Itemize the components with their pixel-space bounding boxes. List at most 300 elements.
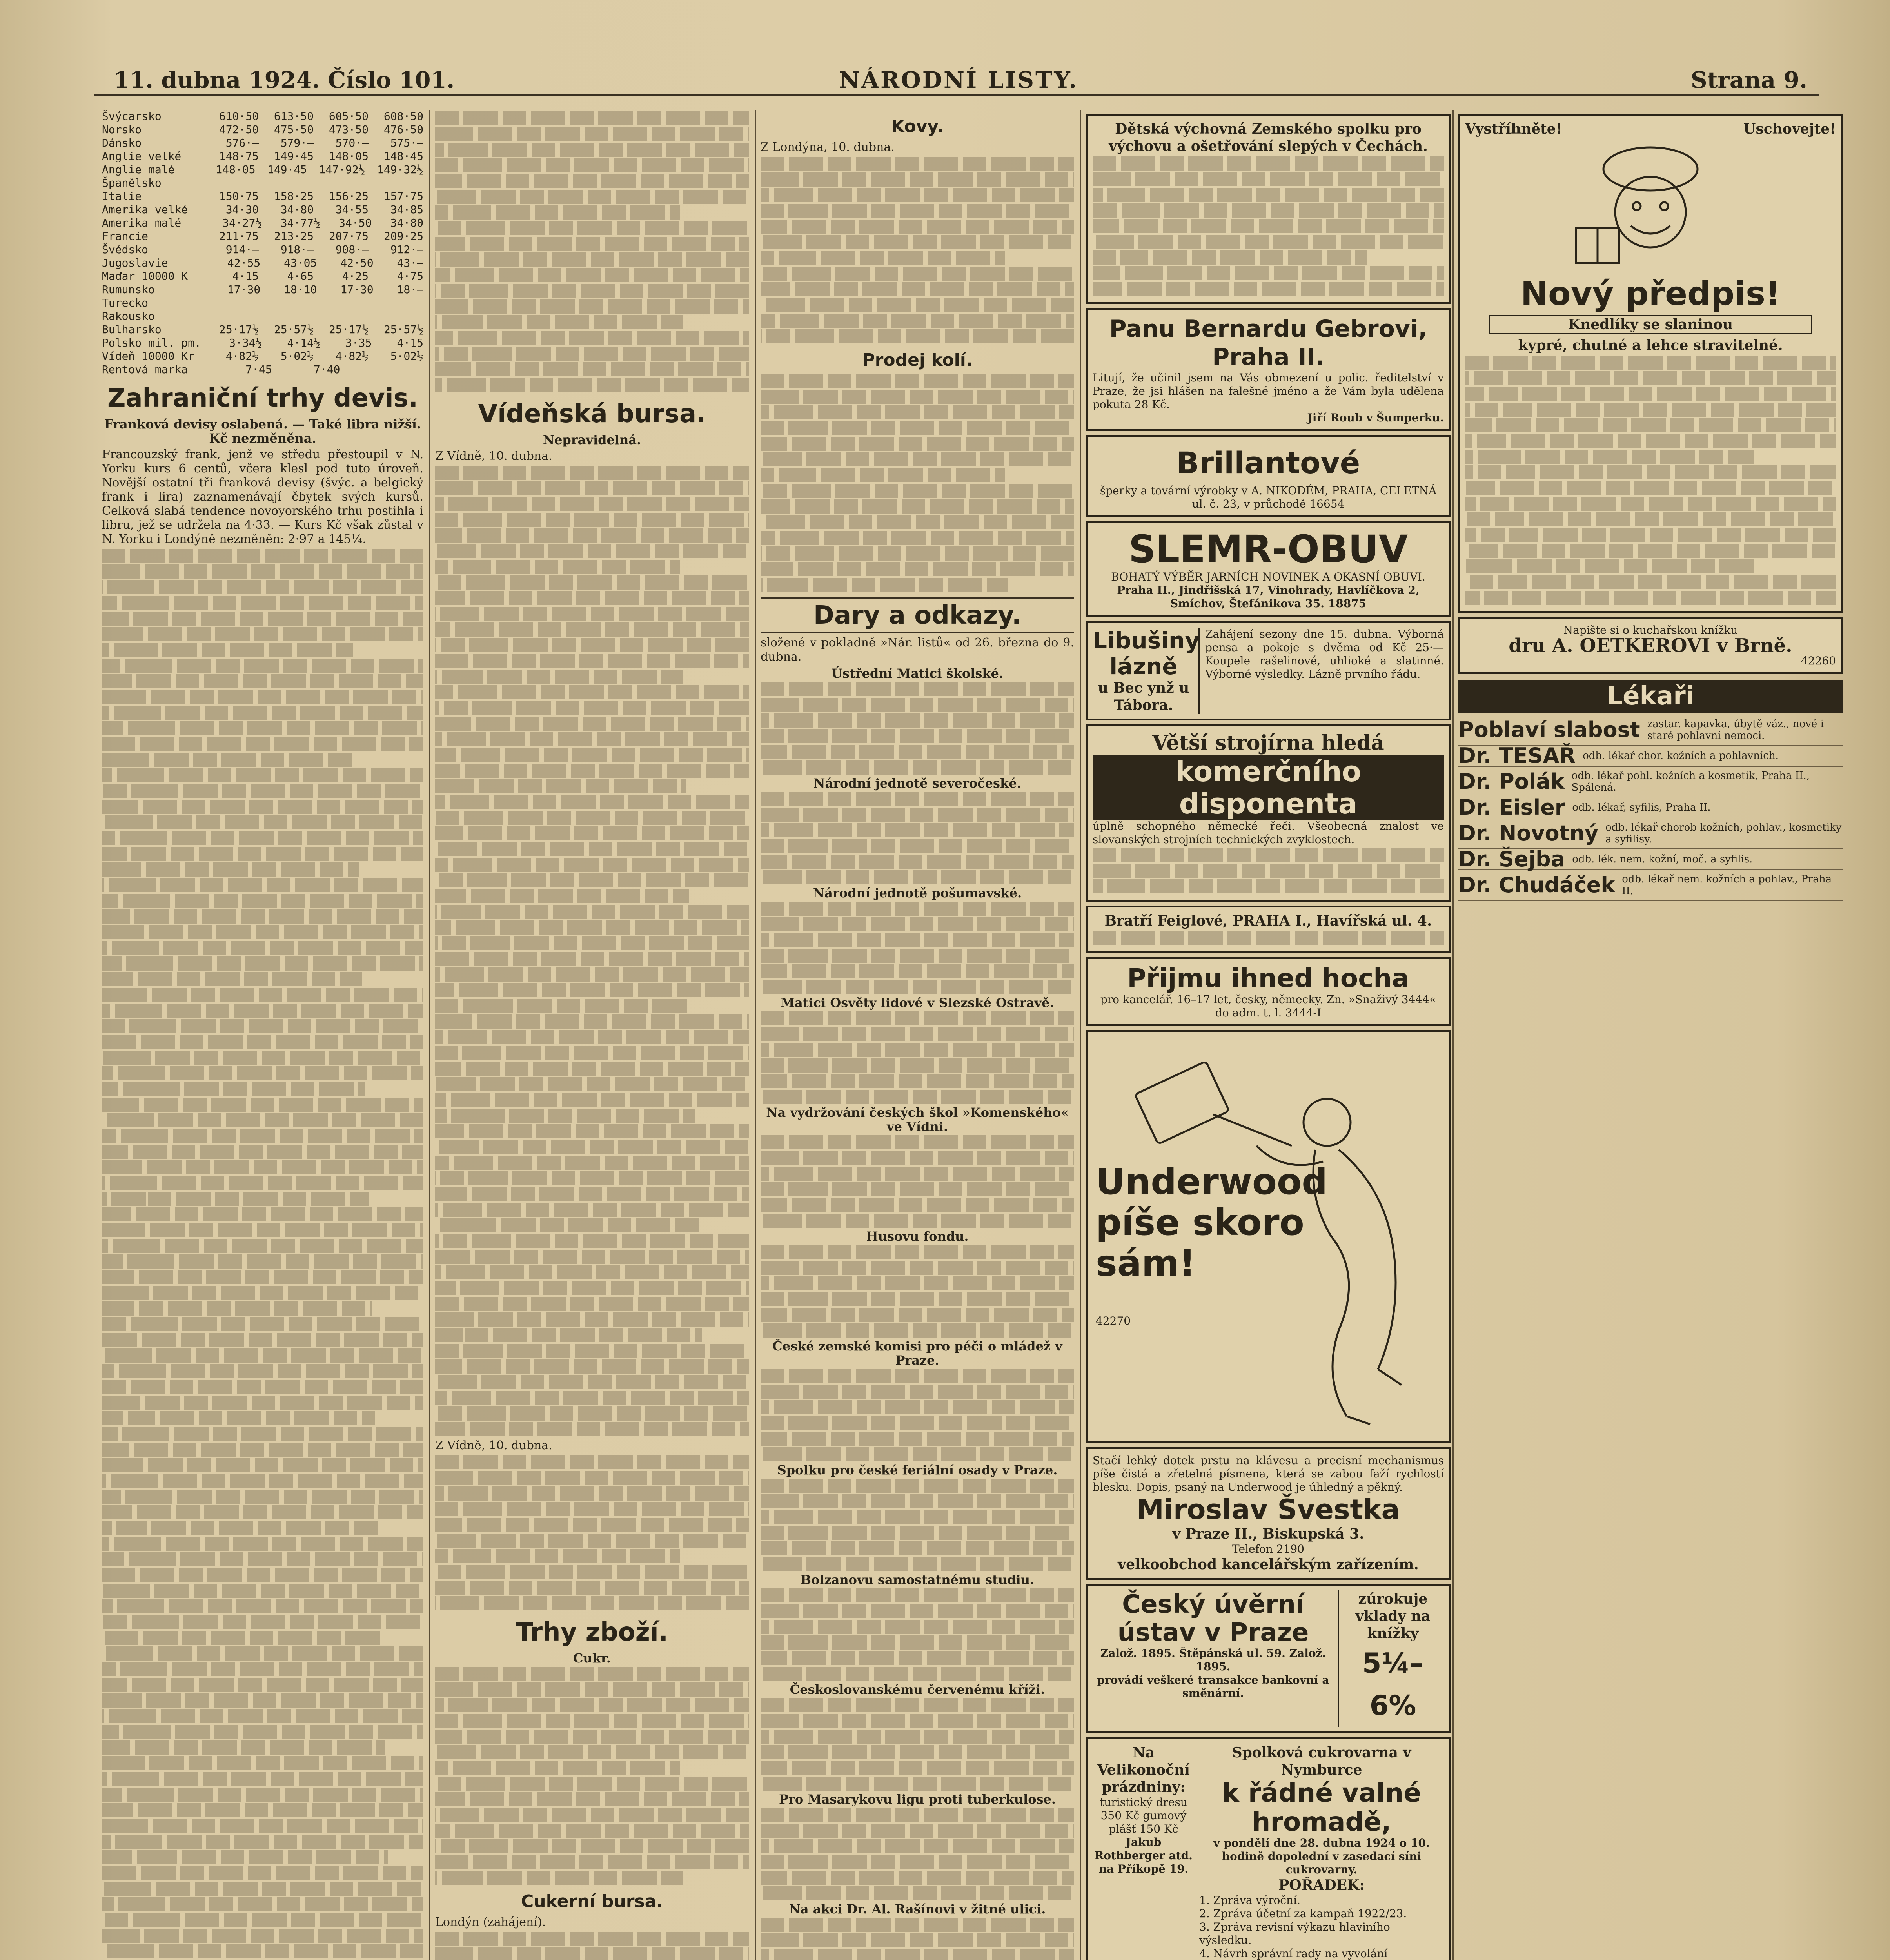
text-line [1093, 203, 1444, 218]
text-line [761, 314, 1074, 328]
text-line [761, 1198, 1074, 1212]
text-line [435, 1344, 749, 1358]
doctor-name: Dr. Eisler [1458, 795, 1565, 820]
text-line [435, 1745, 749, 1759]
text-line [761, 1479, 1074, 1493]
filler-block [1093, 931, 1444, 945]
svestka-sub: velkoobchod kancelářským zařízením. [1118, 1556, 1419, 1573]
easter-text: turistický dresu 350 Kč gumový plášť 150 Kč [1100, 1796, 1187, 1835]
engineering-text: úplně schopného německé řeči. Všeobecná znalost ve slovanských strojních technických zvyklostech. [1093, 820, 1444, 846]
text-line [102, 564, 423, 579]
underwood-ad [1086, 1030, 1451, 1443]
bank-rate-prefix: zúrokuje vklady na knížky [1355, 1591, 1431, 1642]
rate-currency: Rentová marka [102, 363, 188, 376]
doctor-ad [1458, 797, 1843, 818]
text-line [435, 670, 683, 684]
sugar-ad-date: v pondělí dne 28. dubna 1924 o 10. hodině dopolední v zasedací síni cukrovarny. [1213, 1837, 1430, 1876]
text-line [761, 1135, 1074, 1149]
text-line [435, 513, 749, 527]
text-line [761, 499, 1074, 514]
text-line [435, 528, 749, 543]
filler-block [761, 902, 1074, 994]
text-line [761, 172, 1074, 187]
donation-section-title: České zemské komisi pro péči o mládež v Praze. [772, 1339, 1062, 1368]
text-line [761, 1151, 1074, 1165]
recipe-subtitle: Knedlíky se slaninou [1489, 315, 1812, 334]
text-line [435, 268, 749, 282]
rate-currency: Švédsko [102, 243, 149, 256]
text-line [435, 1250, 749, 1264]
rate-value: 211·75 [219, 230, 259, 243]
text-line [761, 1510, 1074, 1524]
text-line [102, 784, 423, 798]
text-line [435, 1486, 749, 1501]
text-line [761, 374, 1074, 388]
cookbook-prefix: Napište si o kuchařskou knížku [1563, 624, 1738, 637]
rate-row [102, 350, 423, 363]
rate-currency: Amerika malé [102, 216, 182, 229]
text-line [435, 1777, 749, 1791]
rate-value: 18·10 [284, 283, 317, 296]
text-line [435, 1203, 749, 1217]
text-line [435, 1030, 749, 1044]
text-line [1465, 387, 1836, 401]
rate-value: 4·15 [232, 270, 259, 283]
rate-currency: Francie [102, 230, 149, 243]
rate-value: 148·05 [329, 150, 369, 163]
doctor-ad [1458, 870, 1843, 901]
text-line [761, 1182, 1074, 1196]
text-line [102, 1693, 423, 1708]
donation-section-title: Pro Masarykovu ligu proti tuberkulose. [779, 1792, 1056, 1807]
text-line [435, 1109, 695, 1123]
text-line [102, 956, 423, 971]
filler-block [761, 1918, 1074, 1960]
text-line [761, 1824, 1074, 1838]
text-line [761, 902, 1074, 916]
column-exchange-rates [102, 110, 423, 1960]
rate-row [102, 283, 423, 296]
rate-row [102, 176, 423, 190]
donation-section-title: Českoslovanskému červenému kříži. [790, 1682, 1045, 1697]
rate-currency: Rumunsko [102, 283, 155, 296]
donation-section-title: Národní jednotě severočeské. [813, 776, 1021, 791]
text-line [761, 562, 1074, 576]
text-line [102, 1662, 423, 1676]
text-line [102, 847, 423, 861]
column-donations [761, 110, 1074, 1960]
rate-value: 34·30 [225, 203, 259, 216]
text-line [761, 823, 1074, 837]
text-line [1093, 235, 1444, 249]
text-line [1093, 219, 1444, 233]
rate-value: 34·80 [390, 216, 423, 229]
doctor-text: odb. lékař chorob kožních, pohlav., kosmetiky a syfilisy. [1605, 822, 1842, 845]
donation-section-title: Národní jednotě pošumavské. [813, 886, 1022, 900]
rate-value: 475·50 [274, 123, 314, 136]
heading-grain: Prodej kolí. [862, 350, 973, 370]
hiring-text: pro kancelář. 16–17 let, česky, německy. Zn. »Snaživý 3444« do adm. t. l. 3444-I [1100, 993, 1436, 1019]
text-line [435, 1581, 749, 1595]
text-line [435, 717, 749, 731]
text-line [435, 1281, 749, 1295]
blind-school-ad [1086, 114, 1451, 304]
text-line [435, 858, 749, 872]
text-line [761, 1604, 1074, 1618]
text-line [102, 1129, 423, 1143]
column-ads [1086, 110, 1451, 1960]
text-line [761, 1447, 1074, 1461]
text-line [1093, 250, 1367, 265]
text-line [761, 1416, 1074, 1430]
rate-value: 4·15 [397, 336, 423, 349]
rate-value: 605·50 [329, 110, 369, 123]
text-line [761, 1541, 1074, 1555]
rate-currency: Maďar 10000 K [102, 270, 188, 283]
rate-value: 34·80 [280, 203, 314, 216]
text-line [761, 1385, 1074, 1399]
text-line [761, 188, 1074, 202]
rate-value: 914·— [225, 243, 259, 256]
text-line [1465, 434, 1836, 448]
text-line [435, 1855, 749, 1869]
svestka-ad [1086, 1447, 1451, 1580]
rate-value: 43·05 [284, 256, 317, 269]
text-line [1465, 465, 1836, 479]
text-line [761, 515, 1074, 529]
text-line [435, 1839, 749, 1853]
text-line [102, 1929, 423, 1943]
text-line [1465, 450, 1754, 464]
text-line [435, 842, 749, 856]
text-line [761, 1261, 1074, 1275]
text-line [435, 1471, 749, 1485]
text-line [435, 1156, 749, 1170]
text-line [761, 421, 1074, 435]
svestka-name: Miroslav Švestka [1137, 1494, 1400, 1526]
slemr-title: SLEMR-OBUV [1128, 527, 1408, 571]
rate-currency: Anglie velké [102, 150, 182, 163]
text-line [435, 252, 749, 267]
text-line [435, 1124, 749, 1138]
text-line [102, 1427, 423, 1441]
donation-sections [761, 666, 1074, 1960]
gebrovi-text: Litují, že učinil jsem na Vás obmezení u polic. ředitelství v Praze, že jsi hlášen na falešné jméno a že Vám byla udělena pokuta 28 Kč. [1093, 371, 1444, 411]
text-line [435, 1730, 749, 1744]
rate-row [102, 363, 423, 376]
text-line [761, 964, 1074, 978]
text-line [435, 1761, 680, 1775]
rate-row [102, 336, 423, 350]
text-line [435, 999, 692, 1013]
engineering-ad [1086, 724, 1451, 902]
text-line [102, 1897, 423, 1911]
text-line [102, 1615, 423, 1629]
rate-value: 43·— [397, 256, 423, 269]
text-line [102, 1913, 423, 1927]
text-line [435, 481, 749, 495]
text-line [102, 1160, 423, 1174]
rate-value: 4·75 [397, 270, 423, 283]
text-line [102, 1019, 423, 1033]
text-line [435, 779, 686, 793]
filler-block [435, 1667, 749, 1885]
doctor-text: odb. lék. nem. kožní, moč. a syfilis. [1572, 853, 1753, 865]
text-line [761, 1323, 1074, 1338]
text-line [761, 1245, 1074, 1259]
rate-value: 7·45 [245, 363, 272, 376]
text-line [761, 1698, 1074, 1712]
filler-block [761, 682, 1074, 775]
recipe-keep-label: Uschovejte! [1743, 121, 1836, 137]
text-line [761, 1745, 1074, 1759]
text-line [102, 1631, 381, 1645]
text-line [761, 1090, 1074, 1104]
text-line [435, 1014, 749, 1029]
text-line [435, 544, 749, 558]
rate-value: 4·82½ [225, 350, 259, 363]
text-line [761, 1808, 1074, 1822]
recipe-note: kypré, chutné a lehce stravitelné. [1518, 337, 1783, 354]
brilliant-title: Brillantové [1176, 445, 1360, 480]
text-line [102, 1145, 423, 1159]
filler-block [761, 1479, 1074, 1571]
text-line [761, 1886, 1074, 1900]
column-rule [755, 110, 756, 1960]
text-line [102, 721, 423, 735]
rate-value: 34·85 [390, 203, 423, 216]
donation-section-title: Husovu fondu. [866, 1229, 969, 1244]
rate-value: 575·— [390, 136, 423, 149]
brilliant-text: šperky a tovární výrobky v A. NIKODÉM, PRAHA, CELETNÁ ul. č. 23, v průchodě 16654 [1100, 484, 1437, 510]
text-line [435, 967, 749, 982]
text-line [761, 839, 1074, 853]
text-line [435, 174, 749, 188]
text-line [102, 1646, 423, 1661]
rate-currency: Švýcarsko [102, 110, 162, 123]
text-line [761, 1074, 1074, 1088]
text-line [102, 690, 423, 704]
text-line [102, 1082, 365, 1096]
rate-value: 149·45 [267, 163, 307, 176]
text-line [761, 1167, 1074, 1181]
rate-currency: Dánsko [102, 136, 142, 149]
rate-value: 213·25 [274, 230, 314, 243]
text-line [761, 390, 1074, 404]
slemr-address: Praha II., Jindřišská 17, Vinohrady, Havlíčkova 2, Smíchov, Štefánikova 35. 18875 [1117, 584, 1420, 610]
doctor-list [1458, 715, 1843, 901]
text-line [435, 764, 749, 778]
text-line [435, 1824, 749, 1838]
feiglove-title: Bratří Feiglové, PRAHA I., Havířská ul. 4. [1104, 913, 1432, 929]
text-line [102, 1207, 423, 1221]
rate-currency: Norsko [102, 123, 142, 136]
rate-value: 42·55 [227, 256, 261, 269]
rate-value: 150·75 [219, 190, 259, 203]
vienna-date: Z Vídně, 10. dubna. [435, 449, 552, 463]
svestka-address: v Praze II., Biskupská 3. [1172, 1526, 1364, 1542]
sugar-ad-title: Spolková cukrovarna v Nymburce [1232, 1744, 1411, 1778]
text-line [1465, 528, 1836, 542]
heading-sugar-exchange: Cukerní bursa. [521, 1891, 663, 1911]
text-line [102, 580, 423, 594]
text-line [102, 627, 423, 641]
text-line [761, 1526, 1074, 1540]
text-line [761, 729, 1074, 743]
text-line [435, 1808, 749, 1822]
text-line [435, 299, 749, 314]
filler-block [761, 1245, 1074, 1338]
sugar-place: Londýn (zahájení). [435, 1915, 546, 1929]
text-line [435, 1714, 749, 1728]
bank-name: Český úvěrní ústav v Praze [1117, 1590, 1309, 1647]
donations-intro: složené v pokladně »Nár. listů« od 26. března do 9. dubna. [761, 636, 1074, 664]
rate-currency: Španělsko [102, 176, 162, 189]
rates-table [102, 110, 423, 376]
doctor-ad [1458, 818, 1843, 849]
text-line [761, 1620, 1074, 1634]
text-line [102, 706, 423, 720]
rate-value: 156·25 [329, 190, 369, 203]
rate-value: 148·45 [383, 150, 423, 163]
rate-currency: Polsko mil. pm. [102, 336, 201, 349]
donation-section-title: Bolzanovu samostatnému studiu. [800, 1572, 1035, 1587]
text-line [761, 698, 1074, 712]
bank-rate: 5¼–6% [1362, 1647, 1424, 1722]
filler-block [761, 1588, 1074, 1681]
text-line [435, 1871, 683, 1885]
doctor-text: odb. lékař nem. kožních a pohlav., Praha II. [1622, 873, 1832, 897]
text-line [102, 1835, 423, 1849]
doctor-text: odb. lékař pohl. kožních a kosmetik, Praha II., Spálená. [1571, 770, 1810, 793]
column-right [1458, 110, 1843, 1960]
text-line [435, 1312, 749, 1327]
text-line [102, 925, 423, 939]
rate-value: 613·50 [274, 110, 314, 123]
text-line [1465, 403, 1836, 417]
text-line [435, 560, 680, 574]
text-line [761, 808, 1074, 822]
rate-row [102, 190, 423, 203]
rate-value: 472·50 [219, 123, 259, 136]
text-line [761, 1494, 1074, 1508]
text-line [761, 1871, 1074, 1885]
text-line [102, 1772, 423, 1786]
text-line [761, 468, 1005, 482]
filler-block [761, 1011, 1074, 1104]
text-line [1093, 266, 1444, 280]
libuse-name: Libušiny lázně [1093, 627, 1200, 680]
rate-currency: Vídeň 10000 Kr [102, 350, 195, 363]
paragraph-foreign: Francouzský frank, jenž ve středu přestoupil v N. Yorku kurs 6 centů, včera klesl pod tuto úroveň. Novější ostatní tři franková devisy (švýc. a belgický frank i lira) zaznamenávají čbytek svých kursů. Celková slabá tendence novoyorského trhu postihla i libru, jež se udržela na 4·33. — Kurs Kč však zůstal v N. Yorku i Londýně nezměněn: 2·97 a 145¼. [102, 448, 423, 546]
text-line [102, 1286, 423, 1300]
rate-row [102, 163, 423, 176]
text-line [761, 1667, 1074, 1681]
text-line [435, 1534, 749, 1548]
rate-row [102, 310, 423, 323]
text-line [102, 1819, 423, 1833]
text-line [435, 1077, 749, 1091]
text-line [435, 795, 749, 809]
text-line [761, 760, 1074, 775]
cookbook-number: 42260 [1801, 654, 1836, 667]
sugar-ad-big: k řádné valné hromadě, [1222, 1778, 1421, 1837]
rate-value: 5·02½ [280, 350, 314, 363]
doctor-name: Dr. TESAŘ [1458, 743, 1576, 768]
underwood-number: 42270 [1096, 1314, 1131, 1327]
text-line [102, 1035, 423, 1049]
text-line [102, 1474, 423, 1488]
text-line [435, 143, 749, 157]
text-line [761, 855, 1074, 869]
text-line [1093, 848, 1444, 862]
text-line [102, 1709, 423, 1723]
text-line [1465, 497, 1836, 511]
bank-founded: Založ. 1895. Štěpánská ul. 59. Založ. 1895. [1100, 1647, 1326, 1673]
text-line [761, 578, 1008, 592]
doctor-ad [1458, 743, 1843, 768]
rate-value: 608·50 [383, 110, 423, 123]
text-line [435, 1549, 680, 1563]
text-line [102, 549, 423, 563]
text-line [761, 1557, 1074, 1571]
text-line [761, 1011, 1074, 1025]
text-line [761, 1027, 1074, 1041]
text-line [761, 1839, 1074, 1853]
subheading-sugar: Cukr. [573, 1651, 611, 1666]
text-line [435, 331, 749, 345]
text-line [1093, 864, 1444, 878]
text-line [435, 127, 749, 141]
text-line [761, 282, 1074, 296]
underwood-title: Underwood píše skoro sám! [1096, 1161, 1328, 1284]
heading-vienna: Vídeňská bursa. [478, 399, 706, 428]
text-line [102, 1380, 423, 1394]
rate-row [102, 243, 423, 256]
text-line [761, 298, 1074, 312]
rate-value: 149·45 [274, 150, 314, 163]
rate-value: 25·57½ [274, 323, 314, 336]
text-line [1093, 188, 1444, 202]
text-line [102, 1788, 423, 1802]
text-line [102, 831, 423, 845]
text-line [1465, 559, 1758, 573]
rate-value: 918·— [280, 243, 314, 256]
text-line [761, 1730, 1074, 1744]
easter-ad [1086, 1737, 1451, 1960]
text-line [435, 732, 749, 746]
rate-row [102, 216, 423, 230]
text-line [435, 1518, 749, 1532]
text-line [435, 1698, 749, 1712]
rate-currency: Italie [102, 190, 142, 203]
slemr-ad [1086, 521, 1451, 617]
text-line [761, 1043, 1074, 1057]
rate-value: 570·— [335, 136, 369, 149]
text-line [102, 878, 423, 892]
text-line [761, 1635, 1074, 1650]
text-line [1093, 156, 1444, 171]
rate-value: 5·02½ [390, 350, 423, 363]
filler-block [761, 792, 1074, 884]
text-line [435, 591, 749, 605]
rate-value: 7·40 [314, 363, 340, 376]
text-line [435, 1062, 749, 1076]
text-line [761, 792, 1074, 806]
text-line [102, 941, 423, 955]
issue-date: 11. dubna 1924. Číslo 101. [114, 67, 455, 93]
rate-value: 17·30 [340, 283, 374, 296]
